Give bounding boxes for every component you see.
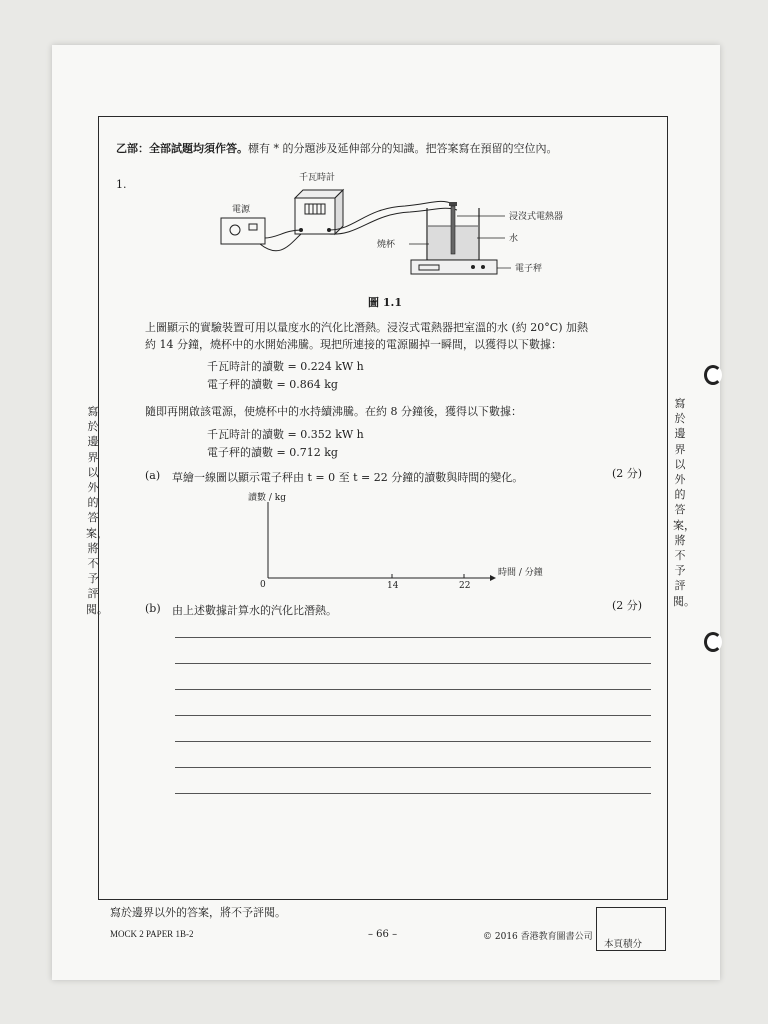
part-a-marks: (2 分) bbox=[612, 467, 643, 480]
x-tick-22: 22 bbox=[459, 581, 471, 591]
heater-label: 浸沒式電熱器 bbox=[509, 212, 564, 222]
middle-text: 隨即再開啟該電源，使燒杯中的水持續沸騰。在約 8 分鐘後，獲得以下數據： bbox=[145, 405, 522, 418]
margin-note-right: 寫於邊界以外的答案，將不予評閱。 bbox=[673, 397, 695, 608]
reading-kwh-1: 千瓦時計的讀數 = 0.224 kW h bbox=[207, 360, 364, 373]
margin-note-left: 寫於邊界以外的答案，將不予評閱。 bbox=[86, 405, 108, 616]
punch-hole bbox=[704, 632, 722, 652]
punch-hole bbox=[704, 365, 722, 385]
balance-label: 電子秤 bbox=[515, 264, 543, 274]
answer-line[interactable] bbox=[175, 767, 651, 768]
answer-line[interactable] bbox=[175, 793, 651, 794]
part-b-text: 由上述數據計算水的汽化比潛熱。 bbox=[172, 604, 337, 617]
paper-code: MOCK 2 PAPER 1B-2 bbox=[110, 929, 194, 939]
sketch-graph bbox=[240, 488, 560, 596]
page-score-label: 本頁積分 bbox=[604, 939, 643, 950]
intro-line-1: 上圖顯示的實驗裝置可用以量度水的汽化比潛熱。浸沒式電熱器把室溫的水 (約 20°C) 加熱 bbox=[145, 321, 588, 334]
reading-kwh-2: 千瓦時計的讀數 = 0.352 kW h bbox=[207, 428, 364, 441]
page-number: – 66 – bbox=[368, 929, 398, 940]
power-label: 電源 bbox=[232, 205, 251, 215]
reading-balance-2: 電子秤的讀數 = 0.712 kg bbox=[207, 446, 338, 459]
answer-line[interactable] bbox=[175, 663, 651, 664]
y-axis-label: 讀數 / kg bbox=[248, 493, 286, 503]
part-b-marks: (2 分) bbox=[612, 599, 643, 612]
part-a-label: (a) bbox=[145, 469, 161, 482]
beaker-label: 燒杯 bbox=[377, 240, 396, 250]
water-label: 水 bbox=[509, 234, 519, 244]
answer-line[interactable] bbox=[175, 741, 651, 742]
footer-warning: 寫於邊界以外的答案，將不予評閱。 bbox=[110, 906, 286, 919]
reading-balance-1: 電子秤的讀數 = 0.864 kg bbox=[207, 378, 338, 391]
origin-label: 0 bbox=[260, 580, 266, 590]
answer-line[interactable] bbox=[175, 689, 651, 690]
kwh-meter-label: 千瓦時計 bbox=[299, 173, 336, 183]
question-number: 1. bbox=[116, 178, 127, 191]
x-tick-14: 14 bbox=[387, 581, 399, 591]
intro-line-2: 約 14 分鐘，燒杯中的水開始沸騰。現把所連接的電源關掉一瞬間，以獲得以下數據： bbox=[145, 338, 562, 351]
copyright: © 2016 香港教育圖書公司 bbox=[483, 932, 593, 942]
answer-line[interactable] bbox=[175, 715, 651, 716]
section-instruction: 乙部：全部試題均須作答。標有 * 的分題涉及延伸部分的知識。把答案寫在預留的空位內。 bbox=[116, 142, 558, 155]
x-axis-label: 時間 / 分鐘 bbox=[498, 568, 543, 578]
part-a-text: 草繪一線圖以顯示電子秤由 t = 0 至 t = 22 分鐘的讀數與時間的變化。 bbox=[172, 471, 524, 484]
answer-line[interactable] bbox=[175, 637, 651, 638]
experiment-setup-diagram bbox=[205, 168, 605, 283]
figure-caption: 圖 1.1 bbox=[368, 296, 402, 309]
part-b-label: (b) bbox=[145, 602, 161, 615]
